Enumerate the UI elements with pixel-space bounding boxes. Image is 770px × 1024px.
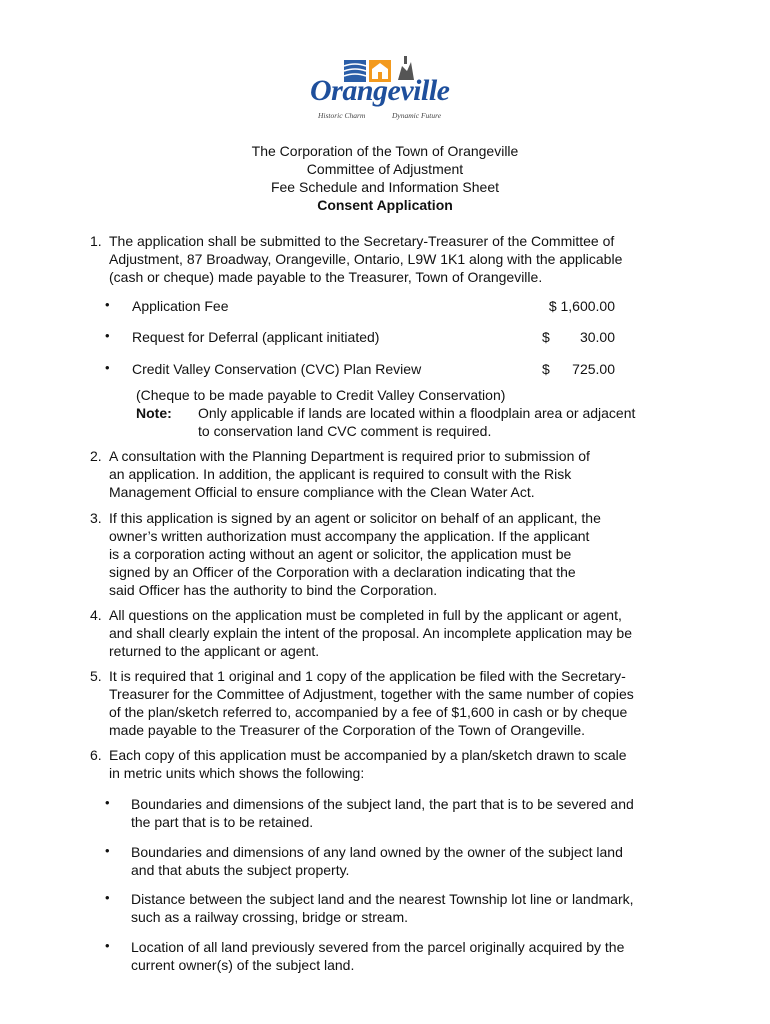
sketch-requirement-4 <box>105 938 695 974</box>
list-item-line: in metric units which shows the following: <box>109 765 365 781</box>
header-line-corporation: The Corporation of the Town of Orangeville <box>251 143 519 159</box>
list-item-line: is a corporation acting without an agent or solicitor, the application must be <box>109 546 572 562</box>
bullet-icon: • <box>105 360 110 375</box>
bullet-icon: • <box>105 843 110 858</box>
sketch-requirement-1 <box>105 795 695 831</box>
sketch-line: Location of all land previously severed from the parcel originally acquired by the <box>131 939 625 955</box>
list-item-5 <box>90 667 690 739</box>
logo-tagline-left: Historic Charm <box>318 111 366 120</box>
list-item-line: Management Official to ensure compliance with the Clean Water Act. <box>109 484 535 500</box>
list-item-line: All questions on the application must be completed in full by the applicant or agent, <box>109 607 622 623</box>
logo-wordmark: Orangeville <box>310 74 450 107</box>
sketch-line: and that abuts the subject property. <box>131 862 350 878</box>
fee-currency: $ <box>542 361 550 377</box>
list-item-line: returned to the applicant or agent. <box>109 643 320 659</box>
sketch-requirement-3 <box>105 890 695 926</box>
sketch-line: Boundaries and dimensions of any land owned by the owner of the subject land <box>131 844 623 860</box>
list-item-3 <box>90 509 690 599</box>
bullet-icon: • <box>105 297 110 312</box>
cvc-note <box>136 386 696 440</box>
sketch-line: such as a railway crossing, bridge or stream. <box>131 909 408 925</box>
header-line-committee: Committee of Adjustment <box>306 161 464 177</box>
list-item-line: made payable to the Treasurer of the Corporation of the Town of Orangeville. <box>109 722 586 738</box>
fee-label: Application Fee <box>132 298 229 314</box>
document-header <box>0 142 770 214</box>
list-item-line: (cash or cheque) made payable to the Treasurer, Town of Orangeville. <box>109 269 543 285</box>
note-line: to conservation land CVC comment is required. <box>198 423 492 439</box>
bullet-icon: • <box>105 890 110 905</box>
list-item-line: Treasurer for the Committee of Adjustment, together with the same number of copies <box>109 686 634 702</box>
list-item-line: A consultation with the Planning Department is required prior to submission of <box>109 448 590 464</box>
fee-amount: 30.00 <box>579 329 615 345</box>
cvc-cheque-line: (Cheque to be made payable to Credit Valley Conservation) <box>136 387 506 403</box>
list-item-line: signed by an Officer of the Corporation with a declaration indicating that the <box>109 564 576 580</box>
sketch-line: Distance between the subject land and the nearest Township lot line or landmark, <box>131 891 634 907</box>
list-item-line: of the plan/sketch referred to, accompanied by a fee of $1,600 in cash or by cheque <box>109 704 628 720</box>
list-item-number: 4. <box>90 607 102 623</box>
sketch-requirement-2 <box>105 843 695 879</box>
sketch-line: Boundaries and dimensions of the subject land, the part that is to be severed and <box>131 796 634 812</box>
list-item-number: 1. <box>90 233 102 249</box>
bullet-icon: • <box>105 795 110 810</box>
list-item-2 <box>90 447 690 501</box>
note-label: Note: <box>136 405 172 421</box>
bullet-icon: • <box>105 938 110 953</box>
list-item-line: Adjustment, 87 Broadway, Orangeville, Ontario, L9W 1K1 along with the applicable <box>109 251 623 267</box>
fee-row-deferral <box>105 328 625 346</box>
fee-label: Credit Valley Conservation (CVC) Plan Review <box>132 361 422 377</box>
fee-currency: $ <box>542 329 550 345</box>
bullet-icon: • <box>105 328 110 343</box>
list-item-number: 3. <box>90 510 102 526</box>
list-item-line: The application shall be submitted to the Secretary-Treasurer of the Committee of <box>109 233 615 249</box>
fee-label: Request for Deferral (applicant initiated) <box>132 329 380 345</box>
fee-amount: 725.00 <box>572 361 615 377</box>
list-item-line: said Officer has the authority to bind the Corporation. <box>109 582 438 598</box>
fee-amount: $ 1,600.00 <box>548 298 615 314</box>
list-item-line: and shall clearly explain the intent of the proposal. An incomplete application may be <box>109 625 632 641</box>
list-item-line: owner’s written authorization must accompany the application. If the applicant <box>109 528 590 544</box>
list-item-line: an application. In addition, the applicant is required to consult with the Risk <box>109 466 572 482</box>
fee-row-application <box>105 297 625 315</box>
list-item-1 <box>90 232 690 286</box>
list-item-number: 6. <box>90 747 102 763</box>
sketch-line: the part that is to be retained. <box>131 814 314 830</box>
orangeville-logo <box>308 54 460 124</box>
logo-tagline-right: Dynamic Future <box>392 111 442 120</box>
list-item-line: Each copy of this application must be accompanied by a plan/sketch drawn to scale <box>109 747 627 763</box>
header-line-fee-schedule: Fee Schedule and Information Sheet <box>270 179 500 195</box>
list-item-line: If this application is signed by an agent or solicitor on behalf of an applicant, the <box>109 510 601 526</box>
list-item-6 <box>90 746 690 782</box>
list-item-4 <box>90 606 690 660</box>
header-line-title: Consent Application <box>317 197 453 213</box>
note-line: Only applicable if lands are located within a floodplain area or adjacent <box>198 405 636 421</box>
sketch-line: current owner(s) of the subject land. <box>131 957 355 973</box>
fee-row-cvc <box>105 360 625 378</box>
list-item-number: 2. <box>90 448 102 464</box>
list-item-line: It is required that 1 original and 1 copy of the application be filed with the Secretary- <box>109 668 626 684</box>
list-item-number: 5. <box>90 668 102 684</box>
